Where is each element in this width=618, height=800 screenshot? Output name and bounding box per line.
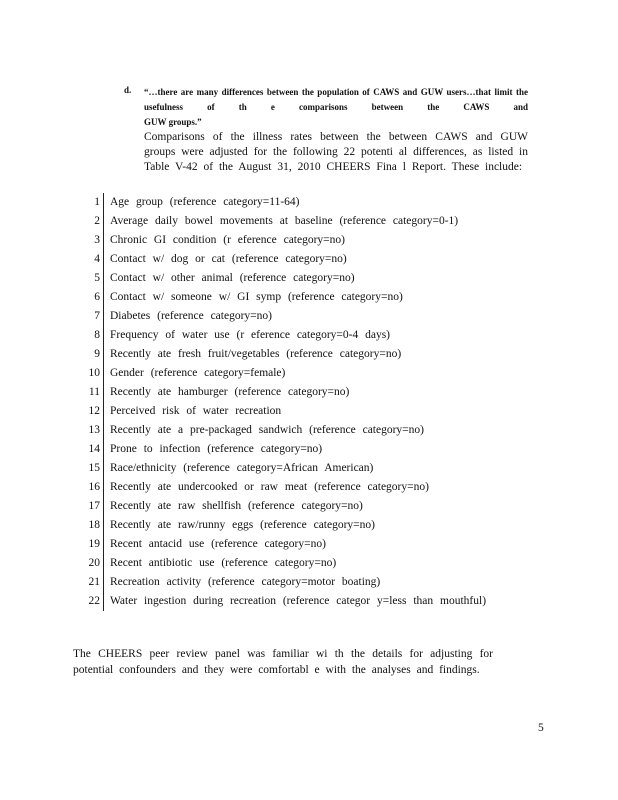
item-number: 15 [88, 462, 100, 474]
item-number: 3 [94, 234, 100, 246]
list-item [60, 364, 500, 383]
list-item [60, 193, 500, 212]
item-letter: d. [124, 85, 132, 95]
list-item [60, 421, 500, 440]
item-text: Frequency of water use (r eference category=0-4 days) [110, 329, 391, 341]
item-number: 21 [88, 576, 100, 588]
item-text: Average daily bowel movements at baseline (reference category=0-1) [110, 215, 459, 227]
item-text: Water ingestion during recreation (reference categor y=less than mouthful) [110, 595, 487, 607]
item-number: 9 [94, 348, 100, 360]
list-item [60, 212, 500, 231]
item-text: Recently ate raw shellfish (reference category=no) [110, 500, 363, 512]
item-text: Gender (reference category=female) [110, 367, 286, 379]
item-number: 5 [94, 272, 100, 284]
item-text: Recently ate hamburger (reference category=no) [110, 386, 350, 398]
item-quote [144, 85, 528, 130]
list-item [60, 326, 500, 345]
list-item [60, 288, 500, 307]
item-text: Race/ethnicity (reference category=African American) [110, 462, 374, 474]
item-number: 4 [94, 253, 100, 265]
comparison-paragraph: Comparisons of the illness rates between the between CAWS and GUW groups were adjusted for the following 22 potenti al differences, as listed in Table V-42 of the August 31, 2010 CHEERS Fina l Report. These include: [144, 131, 528, 173]
quote-line-1: “…there are many differences between the population of CAWS and GUW users…that limit the usefulness of th e comparisons between the CAWS and [144, 87, 528, 112]
item-text: Recently ate raw/runny eggs (reference category=no) [110, 519, 375, 531]
list-item [60, 573, 500, 592]
item-text: Recreation activity (reference category=motor boating) [110, 576, 381, 588]
quote-line-2: GUW groups.” [144, 117, 202, 127]
item-number: 18 [88, 519, 100, 531]
item-text: Recent antibiotic use (reference category=no) [110, 557, 337, 569]
item-number: 22 [88, 595, 100, 607]
item-number: 6 [94, 291, 100, 303]
item-number: 10 [88, 367, 100, 379]
item-text: Recent antacid use (reference category=no) [110, 538, 326, 550]
list-item [60, 250, 500, 269]
list-item [60, 383, 500, 402]
list-item [60, 402, 500, 421]
item-text: Recently ate a pre-packaged sandwich (reference category=no) [110, 424, 424, 436]
item-number: 11 [88, 386, 100, 398]
list-item [60, 554, 500, 573]
item-number: 13 [88, 424, 100, 436]
item-text: Diabetes (reference category=no) [110, 310, 272, 322]
item-text: Contact w/ other animal (reference category=no) [110, 272, 355, 284]
item-text: Recently ate fresh fruit/vegetables (reference category=no) [110, 348, 402, 360]
item-text: Contact w/ someone w/ GI symp (reference category=no) [110, 291, 403, 303]
item-number: 1 [94, 196, 100, 208]
item-number: 12 [88, 405, 100, 417]
item-text: Prone to infection (reference category=no) [110, 443, 323, 455]
factor-list [60, 193, 500, 611]
list-item [60, 535, 500, 554]
item-d [124, 85, 528, 187]
item-number: 2 [94, 215, 100, 227]
list-item [60, 459, 500, 478]
item-number: 14 [88, 443, 100, 455]
item-number: 7 [94, 310, 100, 322]
item-text: Chronic GI condition (r eference category=no) [110, 234, 345, 246]
list-item [60, 269, 500, 288]
item-text: Perceived risk of water recreation [110, 405, 282, 417]
list-item [60, 345, 500, 364]
item-number: 19 [88, 538, 100, 550]
list-item [60, 440, 500, 459]
item-number: 8 [94, 329, 100, 341]
list-item [60, 231, 500, 250]
item-text: Contact w/ dog or cat (reference category=no) [110, 253, 347, 265]
list-item [60, 592, 500, 611]
page-number: 5 [538, 722, 544, 734]
list-item [60, 516, 500, 535]
item-text: Age group (reference category=11-64) [110, 196, 300, 208]
list-item [60, 307, 500, 326]
item-number: 16 [88, 481, 100, 493]
conclusion-paragraph: The CHEERS peer review panel was familiar wi th the details for adjusting for potential confounders and they were comfortabl e with the analyses and findings. [73, 647, 493, 676]
item-number: 20 [88, 557, 100, 569]
item-number: 17 [88, 500, 100, 512]
list-item [60, 478, 500, 497]
item-text: Recently ate undercooked or raw meat (reference category=no) [110, 481, 429, 493]
list-item [60, 497, 500, 516]
